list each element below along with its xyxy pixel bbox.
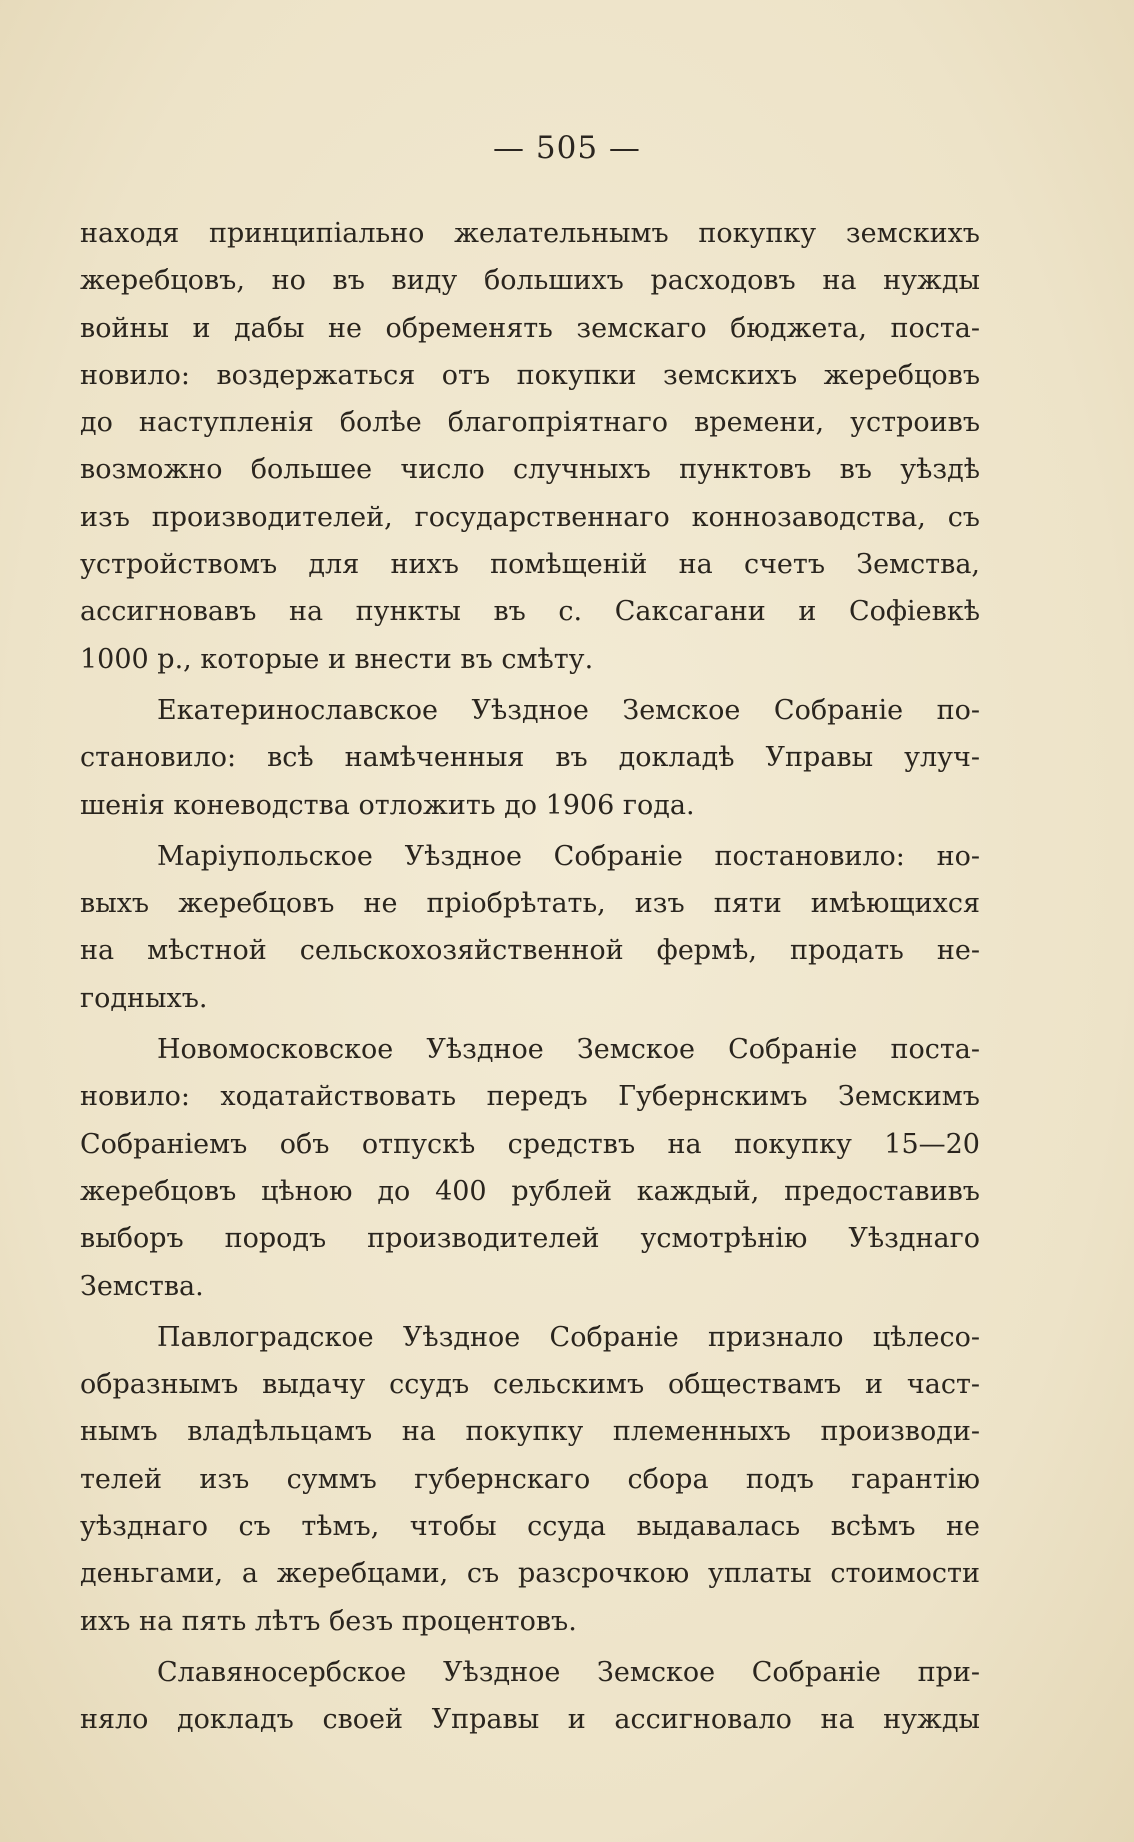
- text-line: войны и дабы не обременять земскаго бюджета, поста-: [80, 312, 980, 344]
- paragraph: [80, 1026, 980, 1310]
- text-line: Новомосковское Уѣздное Земское Собраніе поста-: [157, 1034, 980, 1066]
- text-line: изъ производителей, государственнаго коннозаводства, съ: [80, 501, 980, 533]
- text-line: Собраніемъ объ отпускѣ средствъ на покупку 15—20: [80, 1128, 980, 1160]
- text-line: до наступленія болѣе благопріятнаго времени, устроивъ: [80, 407, 980, 439]
- text-line: Екатеринославское Уѣздное Земское Собраніе по-: [157, 694, 980, 726]
- text-line: годныхъ.: [80, 982, 208, 1014]
- text-line: 1000 р., которые и внести въ смѣту.: [80, 643, 594, 675]
- text-line: образнымъ выдачу ссудъ сельскимъ обществамъ и част-: [80, 1369, 980, 1401]
- paragraph: [80, 687, 980, 829]
- text-line: находя принципіально желательнымъ покупку земскихъ: [80, 218, 980, 249]
- page-number: — 505 —: [493, 130, 641, 166]
- paragraph: [80, 1649, 980, 1744]
- text-line: няло докладъ своей Управы и ассигновало на нужды: [80, 1704, 980, 1736]
- text-line: жеребцовъ цѣною до 400 рублей каждый, предоставивъ: [80, 1175, 980, 1207]
- text-line: телей изъ суммъ губернскаго сбора подъ гарантію: [80, 1463, 980, 1495]
- text-line: новило: ходатайствовать передъ Губернскимъ Земскимъ: [80, 1081, 980, 1113]
- paragraph: [80, 833, 980, 1022]
- text-line: устройствомъ для нихъ помѣщеній на счетъ Земства,: [80, 549, 980, 581]
- text-line: нымъ владѣльцамъ на покупку племенныхъ производи-: [80, 1416, 980, 1448]
- text-line: ихъ на пять лѣтъ безъ процентовъ.: [80, 1605, 577, 1637]
- text-line: жеребцовъ, но въ виду большихъ расходовъ на нужды: [80, 265, 980, 297]
- text-line: новило: воздержаться отъ покупки земскихъ жеребцовъ: [80, 359, 980, 391]
- text-line: Маріупольское Уѣздное Собраніе постановило: но-: [157, 840, 980, 872]
- text-line: ассигновавъ на пункты въ с. Саксагани и Софіевкѣ: [80, 596, 980, 628]
- text-line: уѣзднаго съ тѣмъ, чтобы ссуда выдавалась всѣмъ не: [80, 1511, 980, 1543]
- text-line: выхъ жеребцовъ не пріобрѣтать, изъ пяти имѣющихся: [80, 888, 980, 920]
- text-line: Славяносербское Уѣздное Земское Собраніе при-: [157, 1656, 980, 1688]
- text-line: возможно большее число случныхъ пунктовъ въ уѣздѣ: [80, 454, 980, 486]
- text-line: выборъ породъ производителей усмотрѣнію Уѣзднаго: [80, 1223, 980, 1255]
- body-text: [80, 210, 980, 1748]
- text-line: на мѣстной сельскохозяйственной фермѣ, продать не-: [80, 935, 980, 967]
- paragraph: [80, 210, 980, 683]
- paragraph: [80, 1314, 980, 1645]
- text-line: шенія коневодства отложить до 1906 года.: [80, 789, 695, 821]
- text-line: деньгами, а жеребцами, съ разсрочкою уплаты стоимости: [80, 1558, 980, 1590]
- text-line: Земства.: [80, 1270, 204, 1302]
- text-line: становило: всѣ намѣченныя въ докладѣ Управы улуч-: [80, 742, 980, 774]
- text-line: Павлоградское Уѣздное Собраніе признало цѣлесо-: [157, 1321, 980, 1353]
